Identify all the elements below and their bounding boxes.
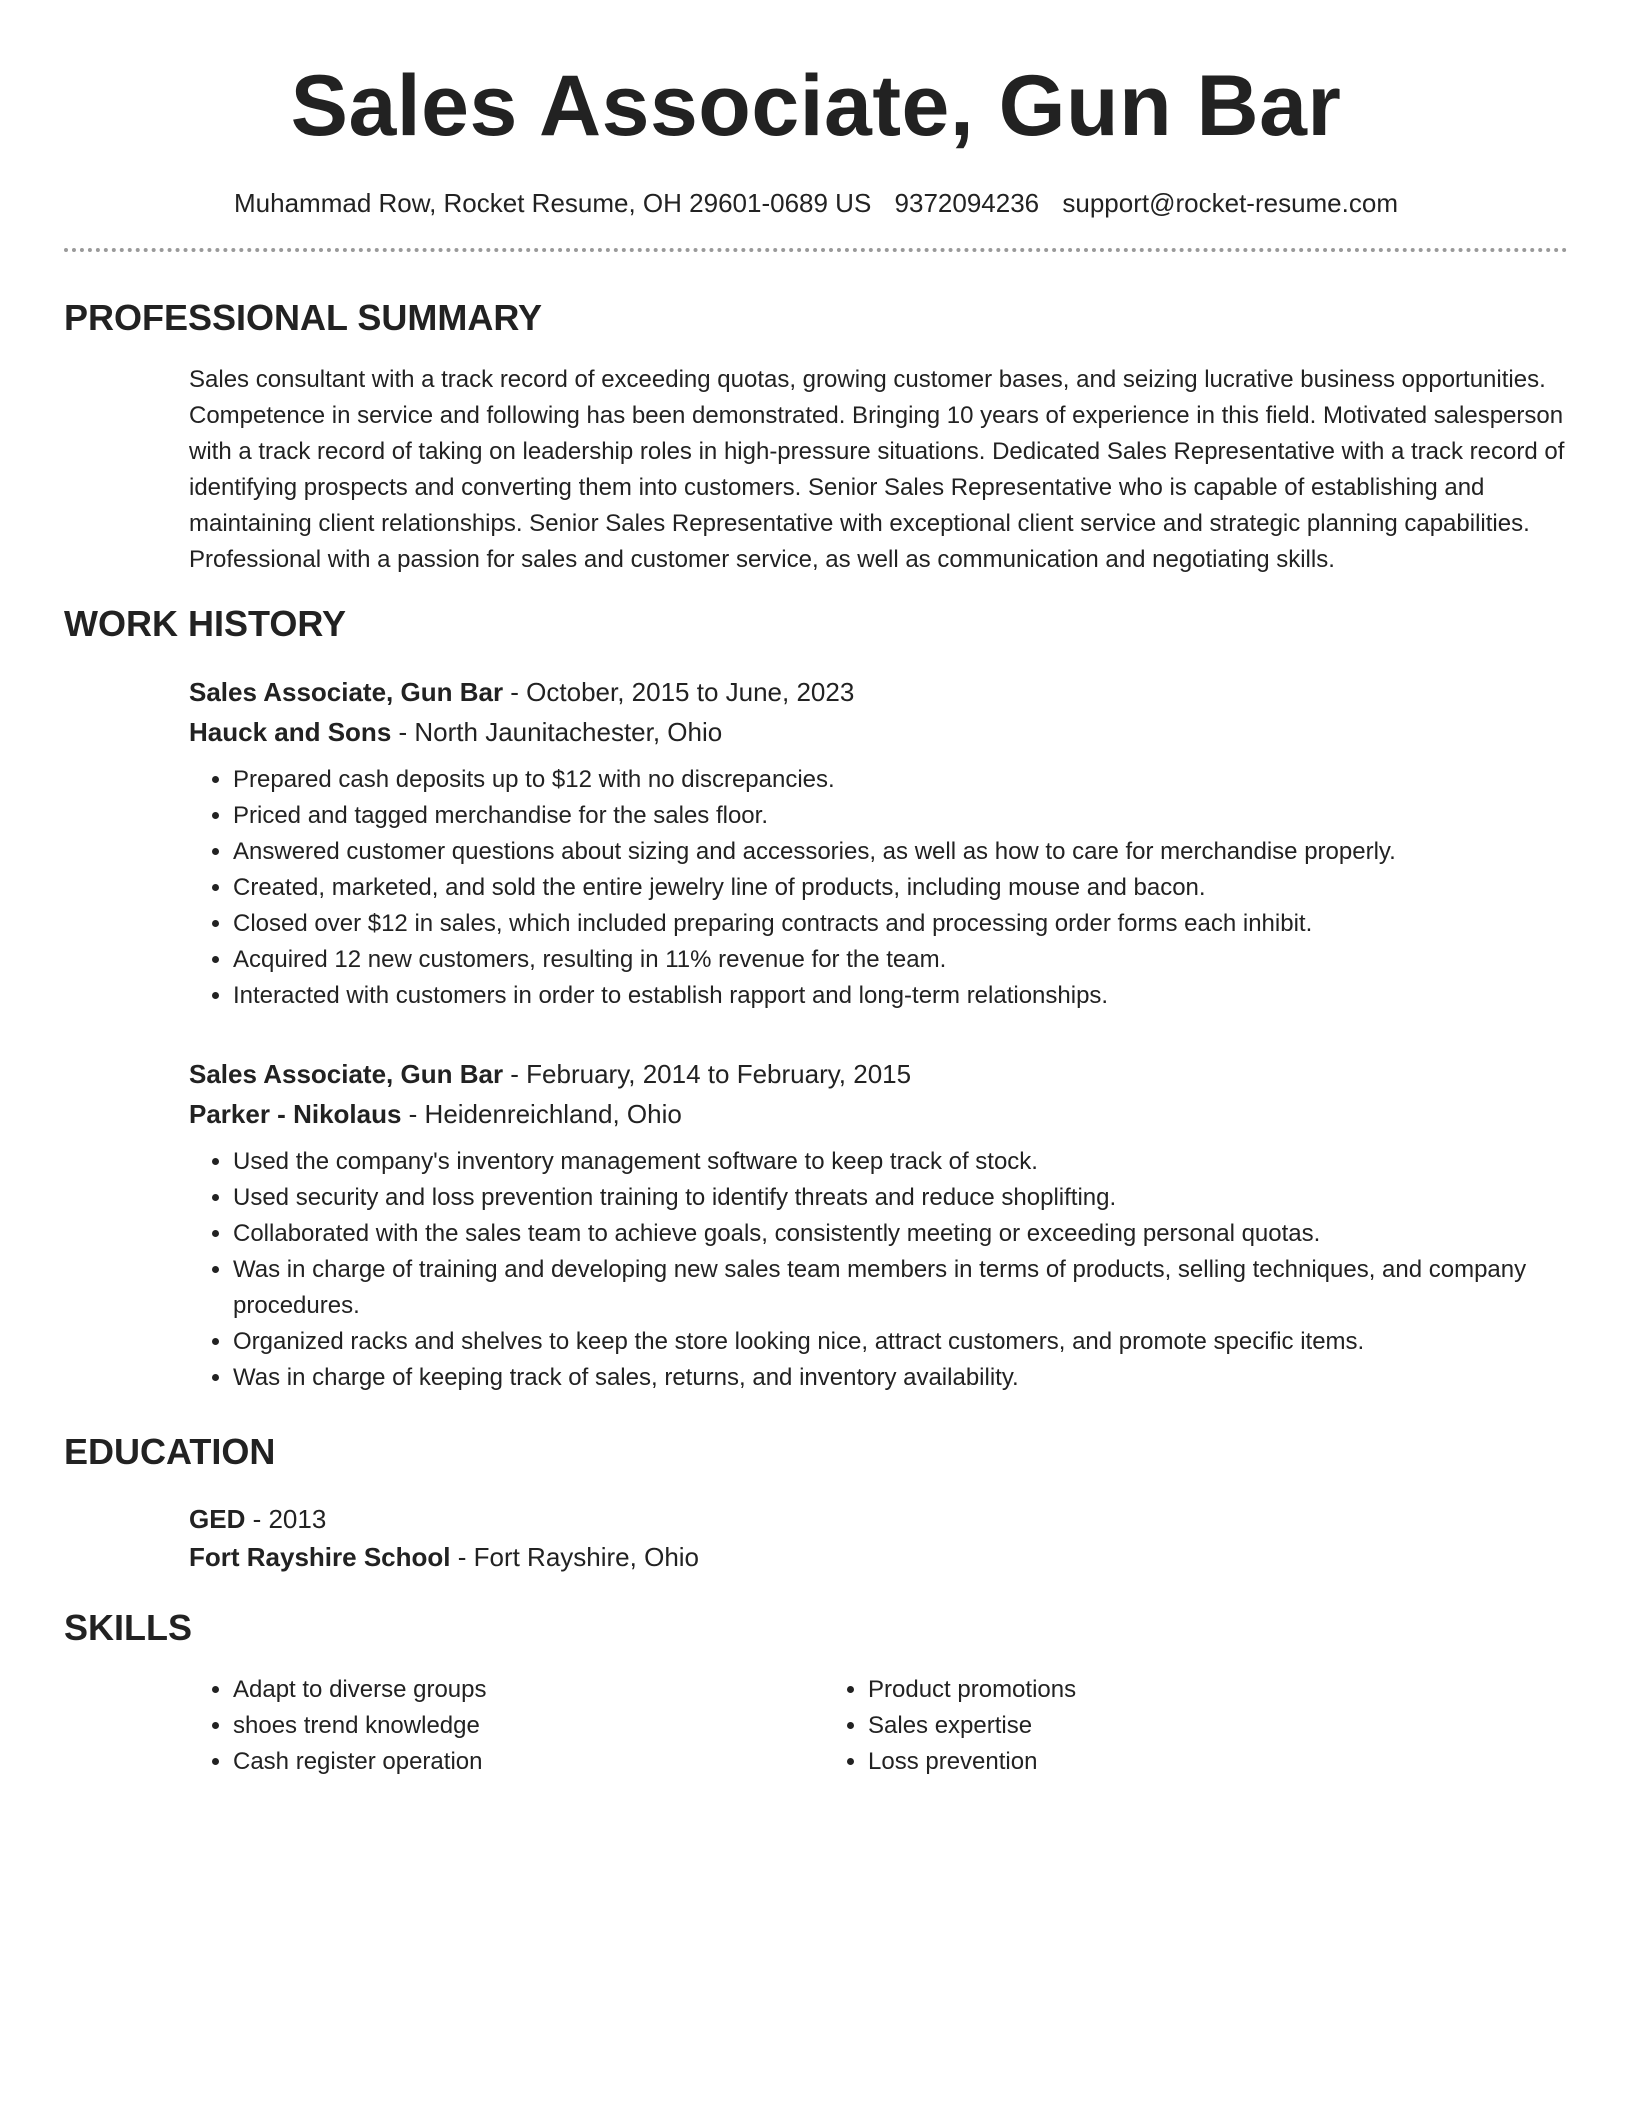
job-bullet: • Was in charge of training and developing new sales team members in terms of products, selling techniques, and company procedures. [233, 1252, 1568, 1324]
job-bullet: • Priced and tagged merchandise for the sales floor. [233, 798, 1568, 834]
job-bullet: • Closed over $12 in sales, which included preparing contracts and processing order forms each inhibit. [233, 906, 1568, 942]
summary-section [189, 362, 1568, 578]
job-dates: - October, 2015 to June, 2023 [503, 677, 855, 707]
section-title-summary: PROFESSIONAL SUMMARY [64, 297, 543, 338]
skills-list-right [824, 1672, 1459, 1780]
job-bullet: • Collaborated with the sales team to achieve goals, consistently meeting or exceeding personal quotas. [233, 1216, 1568, 1252]
job-role: Sales Associate, Gun Bar [189, 677, 504, 707]
skill-item: • Sales expertise [868, 1708, 1459, 1744]
education-degree: GED [189, 1504, 246, 1534]
job-title-line [189, 1054, 1568, 1094]
skill-item: • Cash register operation [233, 1744, 824, 1780]
job-location: - Heidenreichland, Ohio [401, 1099, 682, 1129]
job-bullet: • Acquired 12 new customers, resulting in 11% revenue for the team. [233, 942, 1568, 978]
section-title-work-history: WORK HISTORY [64, 603, 347, 644]
education-section [189, 1500, 1568, 1576]
skill-item: • Adapt to diverse groups [233, 1672, 824, 1708]
job-entry [189, 1054, 1568, 1396]
job-role: Sales Associate, Gun Bar [189, 1059, 504, 1089]
job-bullet: • Answered customer questions about sizing and accessories, as well as how to care for merchandise properly. [233, 834, 1568, 870]
job-dates: - February, 2014 to February, 2015 [503, 1059, 912, 1089]
job-company-line [189, 712, 1568, 752]
job-location: - North Jaunitachester, Ohio [391, 717, 723, 747]
job-bullet: • Used security and loss prevention training to identify threats and reduce shoplifting. [233, 1180, 1568, 1216]
contact-line [64, 186, 1568, 220]
education-year: - 2013 [245, 1504, 327, 1534]
job-company: Hauck and Sons [189, 717, 392, 747]
contact-address: Muhammad Row, Rocket Resume, OH 29601-0689 US [234, 188, 872, 218]
job-bullet-list [189, 762, 1568, 1014]
education-school: Fort Rayshire School [189, 1542, 451, 1572]
education-school-line [189, 1538, 1568, 1576]
job-company-line [189, 1094, 1568, 1134]
job-bullet: • Created, marketed, and sold the entire jewelry line of products, including mouse and bacon. [233, 870, 1568, 906]
contact-phone: 9372094236 [894, 188, 1040, 218]
contact-email: support@rocket-resume.com [1062, 188, 1398, 218]
skills-list-left [189, 1672, 824, 1780]
education-degree-line [189, 1500, 1568, 1538]
job-bullet: • Used the company's inventory management software to keep track of stock. [233, 1144, 1568, 1180]
skills-section [189, 1672, 1568, 1780]
header-divider [64, 248, 1568, 252]
skill-item: • Loss prevention [868, 1744, 1459, 1780]
job-bullet: • Was in charge of keeping track of sales, returns, and inventory availability. [233, 1360, 1568, 1396]
job-bullet-list [189, 1144, 1568, 1396]
job-bullet: • Prepared cash deposits up to $12 with no discrepancies. [233, 762, 1568, 798]
summary-text: Sales consultant with a track record of exceeding quotas, growing customer bases, and seizing lucrative business opportunities. Competence in service and following has been demonstrated. Bringing 10 years of experience in this field. Motivated salesperson with a track record of taking on leadership roles in high-pressure situations. Dedicated Sales Representative with a track record of identifying prospects and converting them into customers. Senior Sales Representative who is capable of establishing and maintaining client relationships. Senior Sales Representative with exceptional client service and strategic planning capabilities. Professional with a passion for sales and customer service, as well as communication and negotiating skills. [189, 366, 1565, 573]
job-company: Parker - Nikolaus [189, 1099, 402, 1129]
job-title-line [189, 672, 1568, 712]
job-entry [189, 672, 1568, 1014]
resume-name: Sales Associate, Gun Bar [290, 58, 1342, 154]
job-bullet: • Organized racks and shelves to keep the store looking nice, attract customers, and promote specific items. [233, 1324, 1568, 1360]
section-title-education: EDUCATION [64, 1431, 276, 1472]
job-bullet: • Interacted with customers in order to establish rapport and long-term relationships. [233, 978, 1568, 1014]
education-location: - Fort Rayshire, Ohio [450, 1542, 700, 1572]
skill-item: • shoes trend knowledge [233, 1708, 824, 1744]
section-title-skills: SKILLS [64, 1607, 193, 1648]
skill-item: • Product promotions [868, 1672, 1459, 1708]
work-history-section [189, 672, 1568, 1396]
